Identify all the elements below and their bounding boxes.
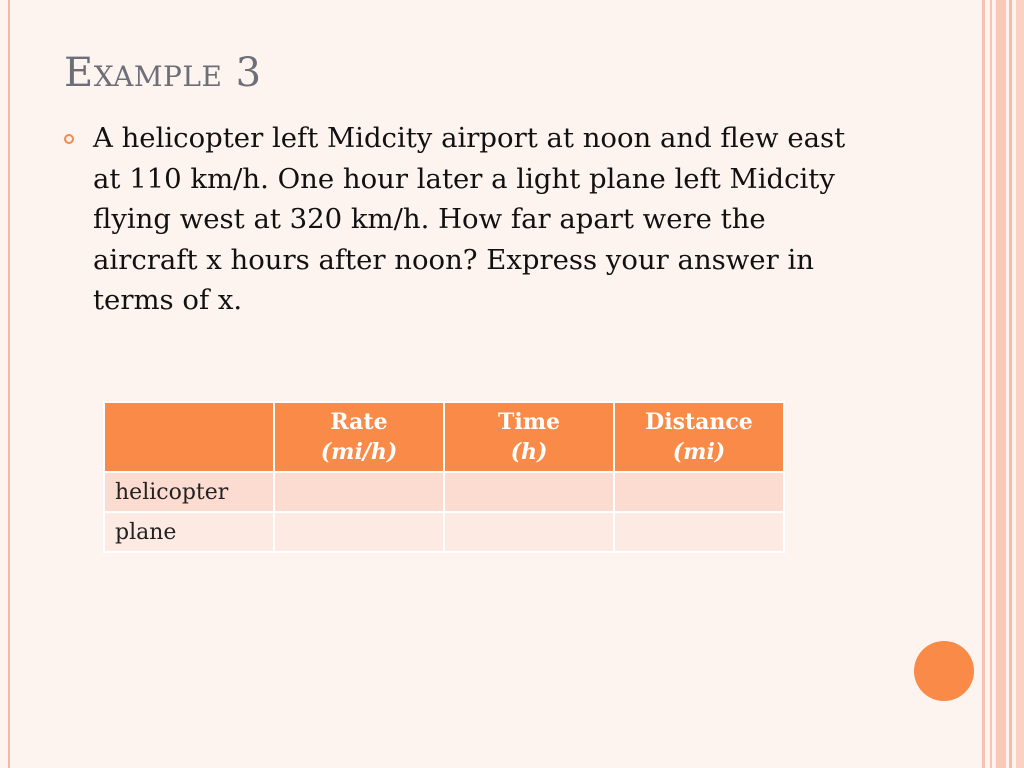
decorative-circle-icon [914, 641, 974, 701]
table-cell [444, 512, 614, 552]
row-label: plane [104, 512, 274, 552]
header-unit: (mi/h) [320, 439, 398, 465]
problem-text: A helicopter left Midcity airport at noon and flew east at 110 km/h. One hour later a light plane left Midcity flying west at 320 km/h. How far apart were the aircraft x hours after noon? Express your answer in terms of x. [93, 122, 846, 316]
row-label: helicopter [104, 472, 274, 512]
header-distance [614, 402, 784, 472]
rate-time-distance-table [103, 401, 785, 553]
header-unit: (h) [510, 439, 548, 465]
table-row [104, 512, 784, 552]
table-cell [274, 512, 444, 552]
left-border-line [8, 0, 10, 768]
right-decorative-stripes [982, 0, 1024, 768]
header-corner-cell [104, 402, 274, 472]
table-cell [274, 472, 444, 512]
slide-title: Example 3 [64, 50, 262, 96]
bullet-item [64, 118, 864, 321]
header-rate [274, 402, 444, 472]
table-cell [614, 472, 784, 512]
bullet-circle-icon [64, 134, 74, 144]
table-header-row [104, 402, 784, 472]
header-label: Rate [330, 409, 388, 435]
header-label: Distance [645, 409, 753, 435]
header-unit: (mi) [672, 439, 726, 465]
table-row [104, 472, 784, 512]
table-cell [444, 472, 614, 512]
header-time [444, 402, 614, 472]
header-label: Time [497, 409, 560, 435]
table-cell [614, 512, 784, 552]
